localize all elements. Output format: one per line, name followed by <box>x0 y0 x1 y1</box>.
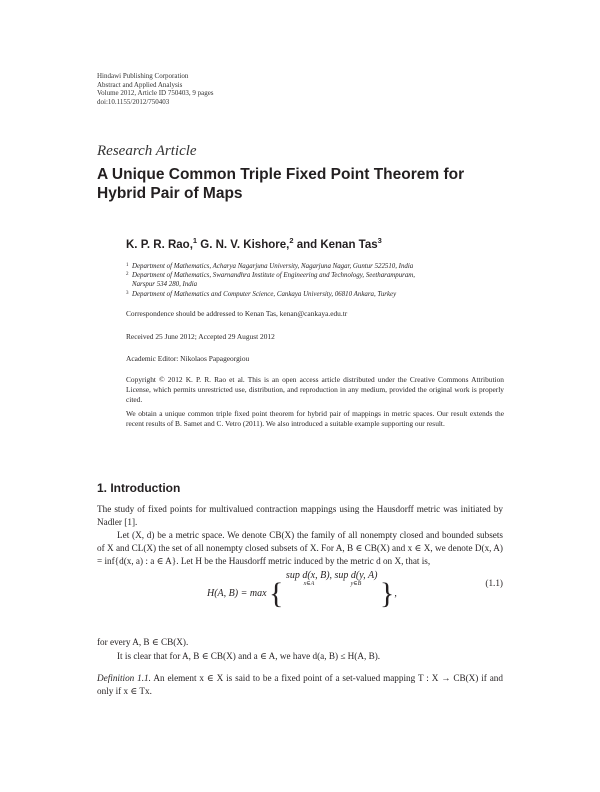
affiliation-text: Department of Mathematics, Acharya Nagarjuna University, Nagarjuna Nagar, Guntur 522510, India <box>132 263 414 270</box>
affiliation-number: 2 <box>126 272 129 278</box>
author-list <box>126 236 382 251</box>
definition-label: Definition 1.1. <box>97 673 151 683</box>
journal-name: Abstract and Applied Analysis <box>97 80 183 89</box>
affiliation-text: Department of Mathematics, Swarnandhra Institute of Engineering and Technology, Seetharampuram, <box>132 272 416 280</box>
intro-paragraph-1: The study of fixed points for multivalued contraction mappings using the Hausdorff metric was initiated by Nadler [1]. <box>97 504 503 527</box>
author-name: K. P. R. Rao, <box>126 238 193 251</box>
intro-paragraph-4: It is clear that for A, B ∈ CB(X) and a ∈ A, we have d(a, B) ≤ H(A, B). <box>117 651 381 661</box>
author-affil-marker: 2 <box>289 236 294 245</box>
copyright-notice: Copyright © 2012 K. P. R. Rao et al. This is an open access article distributed under the Creative Commons Attribution License, which permits unrestricted use, distribution, and reproduction in any medium, provided the original work is properly cited. <box>126 375 504 404</box>
intro-paragraph-2: Let (X, d) be a metric space. We denote CB(X) the family of all nonempty closed and bounded subsets of X and CL(X) the set of all nonempty closed subsets of X. For A, B ∈ CB(X) and x ∈ X, we denote D(x, A) = inf{d(x, a) : a ∈ A}. Let H be the Hausdorff metric induced by the metric d on X, that is, <box>97 530 503 566</box>
equation-1-1 <box>97 568 503 610</box>
affiliation-text: Department of Mathematics and Computer Science, Cankaya University, 06810 Ankara, Turkey <box>132 290 397 298</box>
author-affil-marker: 3 <box>377 236 382 245</box>
section-heading: 1. Introduction <box>97 481 181 495</box>
left-brace: { <box>269 577 284 610</box>
equation-lhs: H(A, B) = max <box>207 588 267 599</box>
intro-paragraph-3: for every A, B ∈ CB(X). <box>97 637 189 647</box>
received-dates: Received 25 June 2012; Accepted 29 August 2012 <box>126 332 275 341</box>
doi: doi:10.1155/2012/750403 <box>97 97 170 106</box>
definition-1-1 <box>97 672 503 698</box>
affiliation <box>126 290 506 299</box>
affiliation <box>126 271 506 280</box>
affiliation <box>126 262 506 271</box>
equation-number: (1.1) <box>485 578 503 588</box>
definition-text: An element x ∈ X is said to be a fixed point of a set-valued mapping T : X → CB(X) if and only if x ∈ Tx. <box>97 673 503 696</box>
paper-title: A Unique Common Triple Fixed Point Theorem for Hybrid Pair of Maps <box>97 166 465 202</box>
sup-term-1: sup d(x, B), x∈A <box>285 570 333 587</box>
author-name: G. N. V. Kishore, <box>200 238 290 251</box>
author-name: and Kenan Tas <box>296 238 378 251</box>
volume-info: Volume 2012, Article ID 750403, 9 pages <box>97 89 214 98</box>
journal-header <box>97 72 214 106</box>
affiliation-number: 1 <box>126 263 129 268</box>
right-brace: } <box>379 577 395 610</box>
affiliation-continuation: Narspur 534 280, India <box>132 281 198 289</box>
correspondence: Correspondence should be addressed to Kenan Tas, kenan@cankaya.edu.tr <box>126 309 348 318</box>
academic-editor: Academic Editor: Nikolaos Papageorgiou <box>126 354 250 363</box>
equation-body: H(A, B) = max { sup d(x, B), x∈A sup d(y, A) y∈B }, <box>207 570 397 610</box>
affiliations <box>126 262 506 299</box>
affiliation-number: 3 <box>126 290 129 296</box>
abstract: We obtain a unique common triple fixed point theorem for hybrid pair of mappings in metric spaces. Our result extends the recent results of B. Samet and C. Vetro (2011). We also introduced a suitable example supporting our result. <box>126 409 504 428</box>
sup-term-2: sup d(y, A) y∈B <box>334 570 378 587</box>
publisher-name: Hindawi Publishing Corporation <box>97 72 189 80</box>
author-affil-marker: 1 <box>192 236 198 245</box>
article-type: Research Article <box>97 143 197 159</box>
